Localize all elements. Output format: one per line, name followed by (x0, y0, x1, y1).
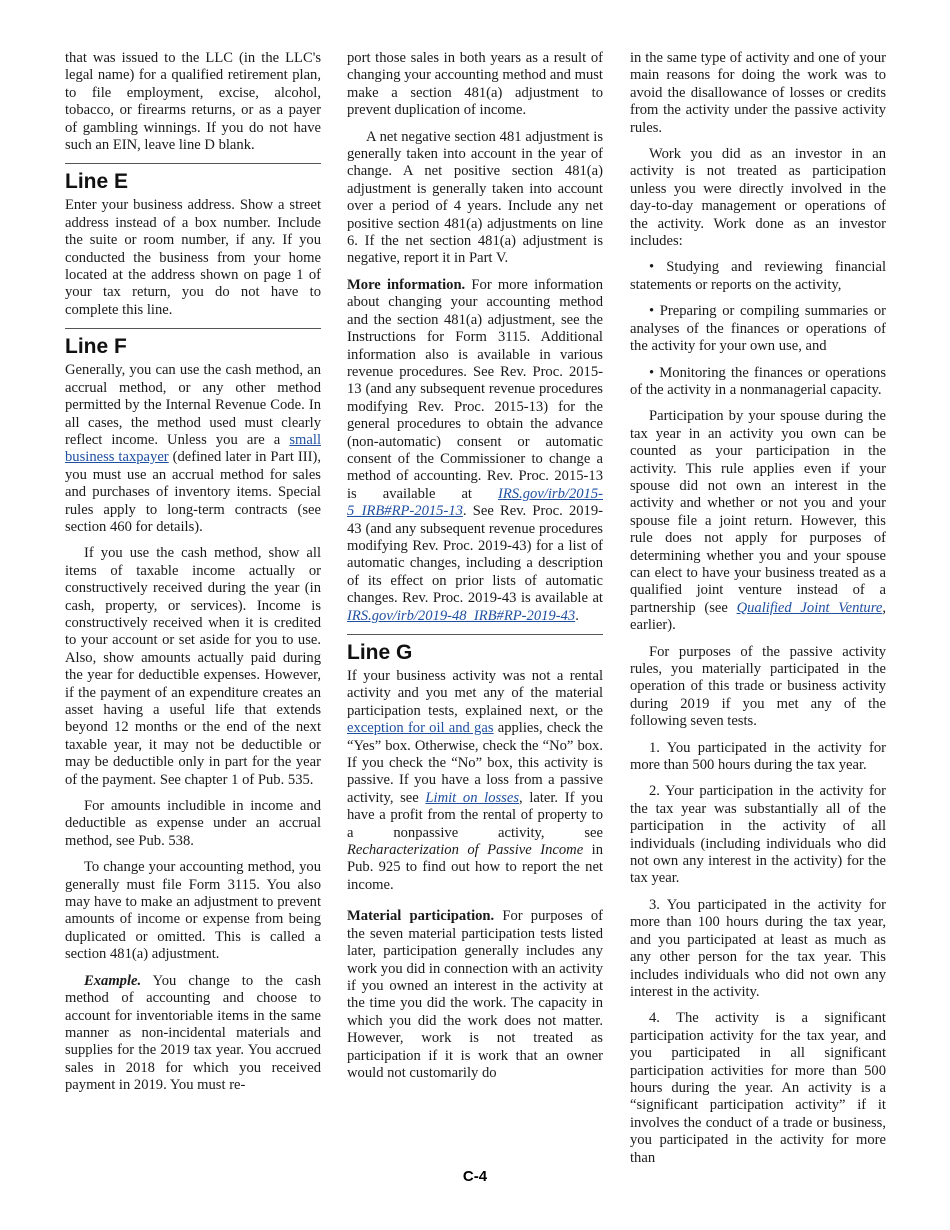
section-divider (65, 328, 321, 329)
bullet-item: • Preparing or compiling summaries or analyses of the finances or operations of the activity for your own use, and (630, 303, 886, 355)
paragraph: For amounts includible in income and deductible as expense under an accrual method, see Pub. 538. (65, 798, 321, 849)
paragraph: Example. You change to the cash method of accounting and choose to account for inventoriable items in the same manner as non-incidental materials and supplies for the 2019 tax year. You accrued sales in 2018 for which you received payment in 2019. You must re- (65, 972, 321, 1094)
paragraph: To change your accounting method, you generally must file Form 3115. You also may have to make an adjustment to prevent amounts of income or expense from being duplicated or omitted. This is called a section 481(a) adjustment. (65, 859, 321, 963)
paragraph: in the same type of activity and one of your main reasons for doing the work was to avoid the disallowance of losses or credits from the activity under the passive activity rules. (630, 50, 886, 136)
test-item: 3. You participated in the activity for more than 100 hours during the tax year, and you participated at least as much as any other person for the tax year. This includes individuals who did not own any interest in the activity. (630, 896, 886, 1000)
test-item: 4. The activity is a significant participation activity for the tax year, and you participated in all significant participation activities for more than 500 hours during the year. An activity is a “significant participation activity” if it involves the conduct of a trade or business, you participated in the activity for more than (630, 1010, 886, 1166)
qualified-joint-venture-link[interactable]: Qualified Joint Venture (736, 599, 883, 616)
heading-line-g: Line G (347, 641, 413, 664)
test-item: 2. Your participation in the activity for the tax year was substantially all of the participation in the activity of all individuals (including individuals who did not own any interest in the activity) for the tax year. (630, 783, 886, 887)
paragraph: Generally, you can use the cash method, an accrual method, or any other method permitted by the Internal Revenue Code. In all cases, the method used must clearly reflect income. Unless you are a small business taxpayer (defined later in Part III), you must use an accrual method for sales and purchases of inventory items. Special rules apply to long-term contracts (see section 460 for details). (65, 362, 321, 535)
paragraph: More information. For more information about changing your accounting method and the section 481(a) adjustment, see the Instructions for Form 3115. Additional information also is available in various revenue procedures. See Rev. Proc. 2015-13 (and any subsequent revenue procedures modifying Rev. Proc. 2015-13) for the general procedures to obtain the advance (non-automatic) consent or automatic consent of the Commissioner to change a method of accounting. Rev. Proc. 2015-13 is available at IRS.gov/irb/2015-5_IRB#RP-2015-13. See Rev. Proc. 2019-43 (and any subsequent revenue procedures modifying Rev. Proc. 2019-43) for a list of automatic changes, including a description of its effect on prior lists of automatic changes. Rev. Proc. 2019-43 is available at IRS.gov/irb/2019-48_IRB#RP-2019-43. (347, 276, 603, 624)
paragraph: If you use the cash method, show all items of taxable income actually or constructively received during the year (in cash, property, or services). Income is constructively received when it is credited to your account or set aside for you to use. Also, show amounts actually paid during the year for deductible expenses. However, if the payment of an expenditure creates an asset having a useful life that extends beyond 12 months or the end of the next taxable year, it may not be deductible or may be deductible only in part for the year of the payment. See chapter 1 of Pub. 535. (65, 545, 321, 788)
rev-proc-2019-43-link[interactable]: IRS.gov/irb/2019-48_IRB#RP-2019-43 (347, 607, 576, 624)
example-label: Example. (84, 972, 142, 989)
column-left (65, 50, 321, 1104)
column-right (630, 50, 886, 1176)
paragraph: For purposes of the passive activity rules, you materially participated in the operation of this trade or business activity during 2019 if you met any of the following seven tests. (630, 643, 886, 730)
column-middle (347, 50, 603, 1091)
section-divider (347, 634, 603, 635)
heading-line-f: Line F (65, 335, 127, 359)
rev-proc-2015-13-link[interactable]: IRS.gov/irb/2015-5_IRB#RP-2015-13 (347, 485, 603, 520)
paragraph: Material participation. For purposes of the seven material participation tests listed later, participation generally includes any work you did in connection with an activity if you owned an interest in the activity at the time you did the work. The capacity in which you did the work does not matter. However, work is not treated as participation if it is work that an owner would not customarily do (347, 908, 603, 1081)
paragraph: port those sales in both years as a result of changing your accounting method and must make a section 481(a) adjustment to prevent duplication of income. (347, 50, 603, 119)
more-information-label: More information. (347, 276, 466, 293)
bullet-item: • Studying and reviewing financial statements or reports on the activity, (630, 259, 886, 293)
material-participation-label: Material participation. (347, 908, 495, 925)
oil-and-gas-exception-link[interactable]: exception for oil and gas (347, 720, 494, 737)
paragraph: that was issued to the LLC (in the LLC's legal name) for a qualified retirement plan, to file employment, excise, alcohol, tobacco, or firearms returns, or as a payer of gambling winnings. If you do not have such an EIN, leave line D blank. (65, 50, 321, 154)
small-business-taxpayer-link[interactable]: small business taxpayer (65, 431, 321, 466)
paragraph: If your business activity was not a rental activity and you met any of the material participation tests, explained next, or the exception for oil and gas applies, check the “Yes” box. Otherwise, check the “No” box. If you check the “No” box, this activity is passive. If you have a loss from a passive activity, see Limit on losses, later. If you have a profit from the rental of property to a nonpassive activity, see Recharacterization of Passive Income in Pub. 925 to find out how to report the net income. (347, 668, 603, 893)
heading-line-e: Line E (65, 170, 129, 194)
page-number: C-4 (462, 1168, 488, 1185)
paragraph: A net negative section 481 adjustment is generally taken into account in the year of change. A net positive section 481(a) adjustment is generally taken into account over a period of 4 years. Include any net positive section 481(a) adjustments on line 6. If the net section 481(a) adjustment is negative, report it in Part V. (347, 128, 603, 267)
section-divider (65, 163, 321, 164)
paragraph: Work you did as an investor in an activity is not treated as participation unless you were directly involved in the day-to-day management or operations of the activity. Work done as an investor includes: (630, 146, 886, 250)
bullet-item: • Monitoring the finances or operations of the activity in a nonmanagerial capacity. (630, 364, 886, 398)
limit-on-losses-link[interactable]: Limit on losses (425, 789, 520, 806)
test-item: 1. You participated in the activity for more than 500 hours during the tax year. (630, 739, 886, 774)
paragraph: Participation by your spouse during the tax year in an activity you own can be counted as your participation in the activity. This rule applies even if your spouse did not own an interest in the activity and whether or not you and your spouse file a joint return. However, this rule does not apply for purposes of determining whether you and your spouse can elect to have your business treated as a qualified joint venture instead of a partnership (see Qualified Joint Venture, earlier). (630, 408, 886, 634)
paragraph: Enter your business address. Show a street address instead of a box number. Include the suite or room number, if any. If you conducted the business from your home located at the address shown on page 1 of your tax return, you do not have to complete this line. (65, 197, 321, 318)
